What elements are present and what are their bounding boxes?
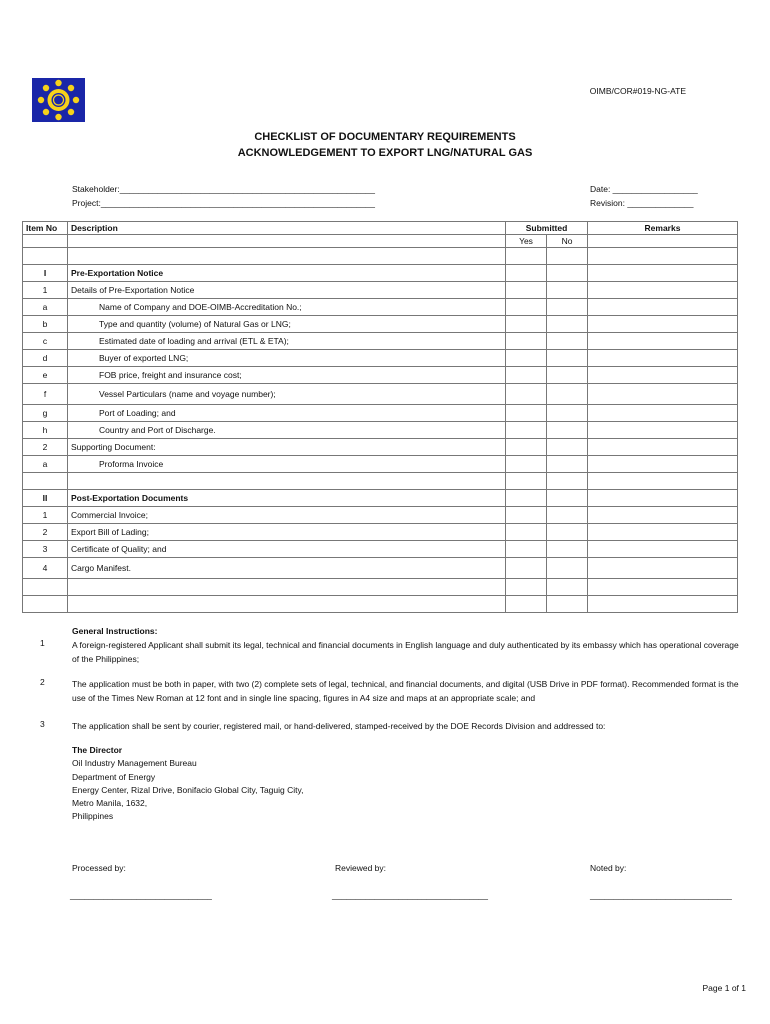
col-submitted: Submitted: [506, 222, 588, 235]
row-item-no: g: [23, 405, 68, 422]
table-row: [23, 579, 738, 596]
reviewed-by-signature-line[interactable]: _________________________________: [332, 890, 489, 900]
address-recipient: The Director: [72, 745, 123, 755]
row-item-no: d: [23, 350, 68, 367]
submitted-no-cell[interactable]: [547, 490, 588, 507]
instruction-text: The application shall be sent by courier, registered mail, or hand-delivered, stamped-received by the DOE Records Division and addressed to:: [72, 721, 606, 731]
remarks-cell[interactable]: [588, 265, 738, 282]
processed-by-label: Processed by:: [72, 863, 126, 873]
submitted-yes-cell[interactable]: [506, 490, 547, 507]
submitted-no-cell[interactable]: [547, 350, 588, 367]
submitted-yes-cell[interactable]: [506, 384, 547, 405]
table-row: [23, 282, 738, 299]
submitted-no-cell[interactable]: [547, 524, 588, 541]
submitted-no-cell[interactable]: [547, 439, 588, 456]
row-description: [68, 579, 506, 596]
row-description: Buyer of exported LNG;: [68, 350, 506, 367]
submitted-no-cell[interactable]: [547, 507, 588, 524]
col-yes: Yes: [506, 235, 547, 248]
instruction-number: 2: [40, 677, 45, 687]
table-row: [23, 422, 738, 439]
stakeholder-field[interactable]: Stakeholder:______________________________________________________: [72, 184, 375, 194]
table-row: [23, 333, 738, 350]
submitted-no-cell[interactable]: [547, 299, 588, 316]
row-item-no: 3: [23, 541, 68, 558]
submitted-yes-cell[interactable]: [506, 507, 547, 524]
row-description: Pre-Exportation Notice: [68, 265, 506, 282]
row-description: Proforma Invoice: [68, 456, 506, 473]
table-row: [23, 367, 738, 384]
project-field[interactable]: Project:__________________________________________________________: [72, 198, 375, 208]
doe-sun-seal-icon: [32, 78, 85, 122]
row-description: FOB price, freight and insurance cost;: [68, 367, 506, 384]
table-row: [23, 350, 738, 367]
row-item-no: a: [23, 456, 68, 473]
noted-by-signature-line[interactable]: ______________________________: [590, 890, 732, 900]
document-subtitle: ACKNOWLEDGEMENT TO EXPORT LNG/NATURAL GAS: [237, 147, 533, 159]
submitted-yes-cell[interactable]: [506, 248, 547, 265]
address-line: Philippines: [72, 811, 114, 822]
submitted-yes-cell[interactable]: [506, 439, 547, 456]
row-item-no: f: [23, 384, 68, 405]
row-description: [68, 596, 506, 613]
page-number: Page 1 of 1: [702, 983, 746, 993]
submitted-no-cell[interactable]: [547, 579, 588, 596]
col-remarks: Remarks: [588, 222, 738, 235]
row-description: Country and Port of Discharge.: [68, 422, 506, 439]
row-description: Type and quantity (volume) of Natural Gas or LNG;: [68, 316, 506, 333]
row-description: Vessel Particulars (name and voyage number);: [68, 384, 506, 405]
row-description: Details of Pre-Exportation Notice: [68, 282, 506, 299]
table-row: [23, 473, 738, 490]
submitted-yes-cell[interactable]: [506, 579, 547, 596]
doe-logo: [32, 78, 85, 122]
remarks-cell[interactable]: [588, 473, 738, 490]
submitted-no-cell[interactable]: [547, 367, 588, 384]
row-item-no: c: [23, 333, 68, 350]
submitted-no-cell[interactable]: [547, 405, 588, 422]
remarks-cell[interactable]: [588, 507, 738, 524]
row-item-no: a: [23, 299, 68, 316]
remarks-cell[interactable]: [588, 558, 738, 579]
remarks-cell[interactable]: [588, 299, 738, 316]
submitted-no-cell[interactable]: [547, 316, 588, 333]
submitted-yes-cell[interactable]: [506, 596, 547, 613]
table-row: [23, 456, 738, 473]
row-item-no: I: [23, 265, 68, 282]
table-row: [23, 596, 738, 613]
address-line: Department of Energy: [72, 771, 156, 782]
row-description: Export Bill of Lading;: [68, 524, 506, 541]
instruction-text: A foreign-registered Applicant shall submit its legal, technical and financial documents in English language and duly authenticated by its embassy which has operational coverage of the Philippines;: [72, 640, 739, 664]
remarks-cell[interactable]: [588, 524, 738, 541]
submitted-yes-cell[interactable]: [506, 456, 547, 473]
table-row: [23, 299, 738, 316]
table-row: [23, 507, 738, 524]
remarks-cell[interactable]: [588, 422, 738, 439]
table-row: [23, 490, 738, 507]
submitted-yes-cell[interactable]: [506, 558, 547, 579]
row-item-no: 1: [23, 282, 68, 299]
submitted-yes-cell[interactable]: [506, 541, 547, 558]
submitted-no-cell[interactable]: [547, 422, 588, 439]
submitted-yes-cell[interactable]: [506, 333, 547, 350]
row-item-no: b: [23, 316, 68, 333]
revision-field[interactable]: Revision: ______________: [590, 198, 694, 208]
submitted-no-cell[interactable]: [547, 596, 588, 613]
remarks-cell[interactable]: [588, 367, 738, 384]
table-row: [23, 439, 738, 456]
submitted-no-cell[interactable]: [547, 456, 588, 473]
processed-by-signature-line[interactable]: ______________________________: [70, 890, 212, 900]
row-description: [68, 473, 506, 490]
document-title: CHECKLIST OF DOCUMENTARY REQUIREMENTS: [254, 131, 516, 143]
row-description: Estimated date of loading and arrival (ETL & ETA);: [68, 333, 506, 350]
table-row: [23, 558, 738, 579]
table-subheader-row: [23, 235, 738, 248]
submitted-yes-cell[interactable]: [506, 282, 547, 299]
row-item-no: e: [23, 367, 68, 384]
submitted-yes-cell[interactable]: [506, 350, 547, 367]
instruction-number: 1: [40, 638, 45, 648]
row-item-no: [23, 596, 68, 613]
submitted-no-cell[interactable]: [547, 541, 588, 558]
row-item-no: [23, 248, 68, 265]
instruction-text: The application must be both in paper, with two (2) complete sets of legal, technical, and financial documents, and digital (USB Drive in PDF format). Recommended format is the use of the Times New Roman at 12 font and in single line spacing, figures in A4 size and maps at an appropriate scale; and: [72, 679, 739, 703]
address-line: Energy Center, Rizal Drive, Bonifacio Global City, Taguig City,: [72, 784, 304, 795]
remarks-cell[interactable]: [588, 384, 738, 405]
submitted-yes-cell[interactable]: [506, 265, 547, 282]
row-item-no: 1: [23, 507, 68, 524]
address-line: Oil Industry Management Bureau: [72, 758, 197, 769]
submitted-yes-cell[interactable]: [506, 524, 547, 541]
table-row: [23, 524, 738, 541]
row-item-no: [23, 473, 68, 490]
remarks-cell[interactable]: [588, 439, 738, 456]
row-item-no: II: [23, 490, 68, 507]
remarks-cell[interactable]: [588, 541, 738, 558]
row-description: Cargo Manifest.: [68, 558, 506, 579]
table-row: [23, 248, 738, 265]
row-description: Certificate of Quality; and: [68, 541, 506, 558]
noted-by-label: Noted by:: [590, 863, 627, 873]
remarks-cell[interactable]: [588, 490, 738, 507]
row-description: Name of Company and DOE-OIMB-Accreditation No.;: [68, 299, 506, 316]
remarks-cell[interactable]: [588, 350, 738, 367]
row-description: [68, 248, 506, 265]
col-description: Description: [68, 222, 506, 235]
submitted-no-cell[interactable]: [547, 265, 588, 282]
submitted-no-cell[interactable]: [547, 248, 588, 265]
submitted-no-cell[interactable]: [547, 384, 588, 405]
row-description: Supporting Document:: [68, 439, 506, 456]
col-item-no: Item No: [23, 222, 68, 235]
table-row: [23, 316, 738, 333]
checklist-table: [22, 221, 738, 613]
address-line: Metro Manila, 1632,: [72, 798, 148, 809]
row-description: Port of Loading; and: [68, 405, 506, 422]
submitted-no-cell[interactable]: [547, 473, 588, 490]
date-field[interactable]: Date: __________________: [590, 184, 698, 194]
reviewed-by-label: Reviewed by:: [335, 863, 387, 873]
row-item-no: [23, 579, 68, 596]
submitted-no-cell[interactable]: [547, 282, 588, 299]
remarks-cell[interactable]: [588, 248, 738, 265]
form-code: OIMB/COR#019-NG-ATE: [589, 86, 686, 96]
submitted-yes-cell[interactable]: [506, 367, 547, 384]
row-description: Commercial Invoice;: [68, 507, 506, 524]
instructions-heading: General Instructions:: [72, 626, 158, 636]
submitted-no-cell[interactable]: [547, 558, 588, 579]
row-item-no: 4: [23, 558, 68, 579]
remarks-cell[interactable]: [588, 579, 738, 596]
row-description: Post-Exportation Documents: [68, 490, 506, 507]
remarks-cell[interactable]: [588, 456, 738, 473]
submitted-yes-cell[interactable]: [506, 405, 547, 422]
instruction-number: 3: [40, 719, 45, 729]
submitted-yes-cell[interactable]: [506, 473, 547, 490]
col-no: No: [547, 235, 588, 248]
row-item-no: h: [23, 422, 68, 439]
remarks-cell[interactable]: [588, 282, 738, 299]
remarks-cell[interactable]: [588, 405, 738, 422]
submitted-yes-cell[interactable]: [506, 316, 547, 333]
submitted-yes-cell[interactable]: [506, 299, 547, 316]
row-item-no: 2: [23, 439, 68, 456]
table-row: [23, 384, 738, 405]
submitted-no-cell[interactable]: [547, 333, 588, 350]
remarks-cell[interactable]: [588, 316, 738, 333]
row-item-no: 2: [23, 524, 68, 541]
remarks-cell[interactable]: [588, 333, 738, 350]
table-header-row: [23, 222, 738, 235]
table-row: [23, 265, 738, 282]
remarks-cell[interactable]: [588, 596, 738, 613]
mailing-address: [72, 744, 304, 824]
table-row: [23, 541, 738, 558]
table-row: [23, 405, 738, 422]
submitted-yes-cell[interactable]: [506, 422, 547, 439]
